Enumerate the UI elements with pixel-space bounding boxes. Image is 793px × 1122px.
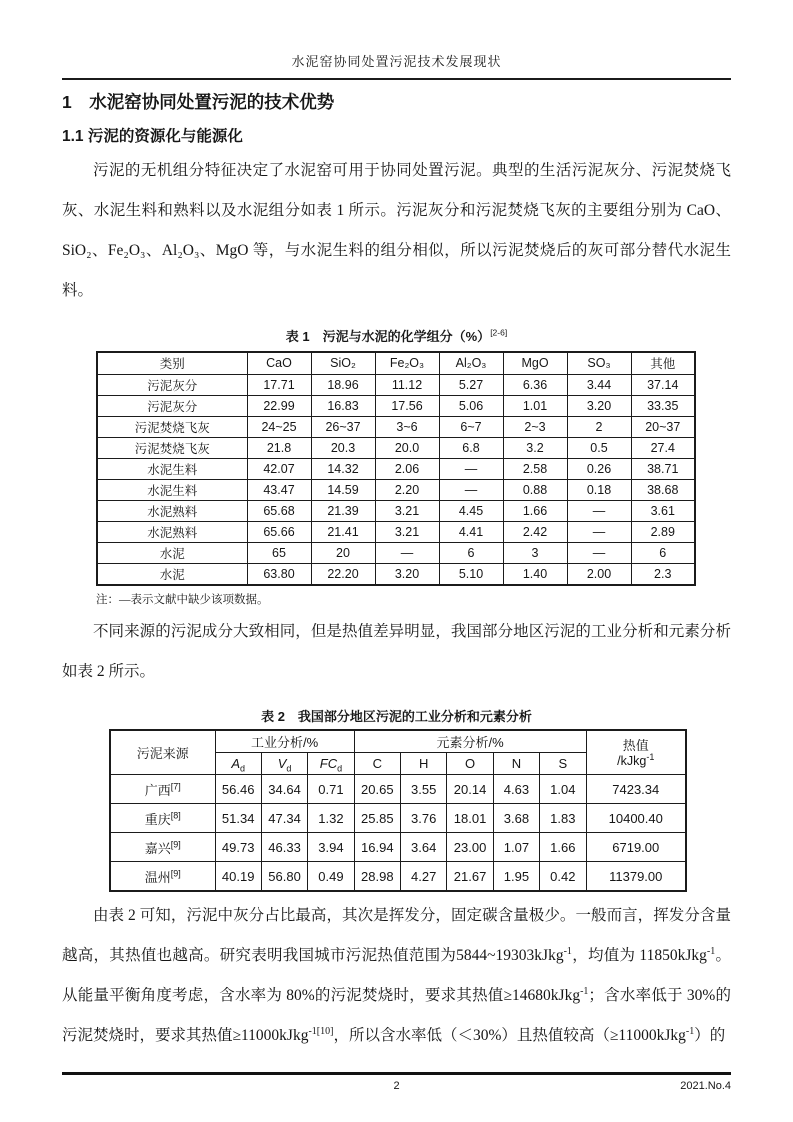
table1-cell: 18.96 [311, 374, 375, 395]
table1-cell: — [439, 479, 503, 500]
table1-cell: — [567, 521, 631, 542]
table2-cell: 0.42 [540, 862, 586, 892]
table1-header-cell: MgO [503, 352, 567, 375]
table1-cell: 11.12 [375, 374, 439, 395]
table2-subheader-vd: $V_d$ [261, 753, 307, 775]
table1-cell: 20~37 [631, 416, 695, 437]
table2-subheader-fcd: $FC_d$ [308, 753, 354, 775]
table1-header-cell: CaO [247, 352, 311, 375]
table1-cell: 2.3 [631, 563, 695, 585]
table2-cell: 1.32 [308, 804, 354, 833]
table1-cell: 37.14 [631, 374, 695, 395]
table2-source-cell: 重庆[8] [110, 804, 215, 833]
table1-cell: 6.36 [503, 374, 567, 395]
table2-sludge-analysis [109, 729, 687, 892]
table1-row [97, 437, 695, 458]
table1-cell: 4.41 [439, 521, 503, 542]
heating-value-label: 热值 [622, 737, 649, 753]
table1-cell: 3.20 [567, 395, 631, 416]
table1-cell: 20.3 [311, 437, 375, 458]
table1-note: 注：—表示文献中缺少该项数据。 [96, 593, 269, 606]
table1-cell: 水泥生料 [97, 458, 247, 479]
table1-cell: 3 [503, 542, 567, 563]
table1-cell: 6.8 [439, 437, 503, 458]
table1-cell: 2~3 [503, 416, 567, 437]
table1-cell: 16.83 [311, 395, 375, 416]
table2-cell: 28.98 [354, 862, 400, 892]
table1-row [97, 500, 695, 521]
page-footer [62, 1080, 731, 1092]
table1-cell: 17.56 [375, 395, 439, 416]
table2-cell: 34.64 [261, 775, 307, 804]
table1-cell: 3.44 [567, 374, 631, 395]
table1-cell: 20.0 [375, 437, 439, 458]
table1-cell: 22.99 [247, 395, 311, 416]
table2-header-proximate: 工业分析/% [215, 730, 354, 753]
table2-cell: 10400.40 [586, 804, 686, 833]
table2-cell: 0.49 [308, 862, 354, 892]
table2-subheader-element: H [401, 753, 447, 775]
table1-cell: 26~37 [311, 416, 375, 437]
table2-cell: 1.66 [540, 833, 586, 862]
table2-header-ultimate: 元素分析/% [354, 730, 586, 753]
table2-header-row-groups [110, 730, 686, 753]
table1-cell: 1.01 [503, 395, 567, 416]
table2-cell: 51.34 [215, 804, 261, 833]
table2-cell: 1.95 [493, 862, 539, 892]
table1-cell: 21.39 [311, 500, 375, 521]
table1-cell: 6~7 [439, 416, 503, 437]
table1-cell: 2.89 [631, 521, 695, 542]
table1-cell: 3.20 [375, 563, 439, 585]
table2-cell: 3.76 [401, 804, 447, 833]
table2-cell: 3.64 [401, 833, 447, 862]
table2-cell: 3.94 [308, 833, 354, 862]
table2-cell: 21.67 [447, 862, 493, 892]
table1-row [97, 374, 695, 395]
table2-source-cell: 温州[9] [110, 862, 215, 892]
table1-cell: 2.06 [375, 458, 439, 479]
table1-cell: 水泥熟料 [97, 500, 247, 521]
table1-header-cell: Al₂O₃ [439, 352, 503, 375]
issue-label: 2021.No.4 [680, 1079, 731, 1092]
table1-chemical-composition [96, 351, 696, 586]
table2-subheader-element: O [447, 753, 493, 775]
table1-cell: 2.58 [503, 458, 567, 479]
table1-cell: 2.20 [375, 479, 439, 500]
table1-header-row [97, 352, 695, 375]
table1-header-cell: 其他 [631, 352, 695, 375]
paragraph-2: 不同来源的污泥成分大致相同，但是热值差异明显，我国部分地区污泥的工业分析和元素分析如表 2 所示。 [62, 622, 731, 680]
paragraph-3: 由表 2 可知，污泥中灰分占比最高，其次是挥发分，固定碳含量极少。一般而言，挥发分含量越高，其热值也越高。研究表明我国城市污泥热值范围为5844~19303kJkg$^{-1}$，均值为 11850kJkg$^{-1}$。从能量平衡角度考虑，含水率为 80%的污泥焚烧时，要求其热值≥14680kJkg$^{-1}$；含水率低于 30%的污泥焚烧时，要求其热值≥11000kJkg$^{-1[10]}$，所以含水率低（＜30%）且热值较高（≥11000kJkg$^{-1}$）的 [62, 907, 731, 1044]
table1-cell: 3.21 [375, 500, 439, 521]
table2-cell: 3.55 [401, 775, 447, 804]
table2-cell: 49.73 [215, 833, 261, 862]
table2-cell: 4.27 [401, 862, 447, 892]
table1-row [97, 395, 695, 416]
table1-cell: 4.45 [439, 500, 503, 521]
table2-cell: 4.63 [493, 775, 539, 804]
table1-cell: 5.10 [439, 563, 503, 585]
table2-source-cell: 广西[7] [110, 775, 215, 804]
table1-cell: 14.59 [311, 479, 375, 500]
table2-row [110, 833, 686, 862]
table1-cell: 21.8 [247, 437, 311, 458]
table2-cell: 7423.34 [586, 775, 686, 804]
table1-cell: 17.71 [247, 374, 311, 395]
table1-cell: 3.2 [503, 437, 567, 458]
table1-cell: 污泥灰分 [97, 395, 247, 416]
table1-cell: 38.68 [631, 479, 695, 500]
section-heading-1-1: 1.1 污泥的资源化与能源化 [62, 128, 243, 145]
table1-header-cell: 类别 [97, 352, 247, 375]
header-rule [62, 78, 731, 80]
table1-cell: 0.18 [567, 479, 631, 500]
table1-cell: — [567, 500, 631, 521]
table1-cell: 0.26 [567, 458, 631, 479]
table2-cell: 1.83 [540, 804, 586, 833]
table1-cell: 20 [311, 542, 375, 563]
table2-row [110, 775, 686, 804]
section-heading-1: 1 水泥窑协同处置污泥的技术优势 [62, 92, 335, 112]
table2-cell: 11379.00 [586, 862, 686, 892]
table1-cell: 水泥 [97, 542, 247, 563]
table2-cell: 18.01 [447, 804, 493, 833]
table2-source-cell: 嘉兴[9] [110, 833, 215, 862]
table2-header-source: 污泥来源 [110, 730, 215, 775]
heating-value-unit: /kJkg$^{-1}$ [617, 751, 655, 768]
table1-cell: 63.80 [247, 563, 311, 585]
table1-cell: 水泥 [97, 563, 247, 585]
table1-header-cell: Fe₂O₃ [375, 352, 439, 375]
table2-subheader-element: N [493, 753, 539, 775]
table1-cell: 3.61 [631, 500, 695, 521]
paragraph-1: 污泥的无机组分特征决定了水泥窑可用于协同处置污泥。典型的生活污泥灰分、污泥焚烧飞灰、水泥生料和熟料以及水泥组分如表 1 所示。污泥灰分和污泥焚烧飞灰的主要组分别为 CaO、SiO₂、Fe₂O₃、Al₂O₃、MgO 等，与水泥生料的组分相似，所以污泥焚烧后的灰可部分替代水泥生料。 [62, 162, 731, 299]
table1-cell: 2.42 [503, 521, 567, 542]
table2-cell: 6719.00 [586, 833, 686, 862]
table2-cell: 47.34 [261, 804, 307, 833]
table1-cell: 5.06 [439, 395, 503, 416]
table2-cell: 1.04 [540, 775, 586, 804]
table1-cell: 2 [567, 416, 631, 437]
table2-cell: 25.85 [354, 804, 400, 833]
table1-cell: 65 [247, 542, 311, 563]
table1-cell: 27.4 [631, 437, 695, 458]
table1-row [97, 542, 695, 563]
table1-cell: 22.20 [311, 563, 375, 585]
running-header: 水泥窑协同处置污泥技术发展现状 [291, 54, 502, 69]
table1-row [97, 458, 695, 479]
table1-cell: 6 [439, 542, 503, 563]
table1-cell: 0.88 [503, 479, 567, 500]
table2-row [110, 862, 686, 892]
table1-cell: — [375, 542, 439, 563]
table1-cell: 5.27 [439, 374, 503, 395]
table2-cell: 56.80 [261, 862, 307, 892]
table1-caption: 表 1 污泥与水泥的化学组分（%）[2-6] [285, 327, 508, 344]
table2-cell: 0.71 [308, 775, 354, 804]
table1-cell: 污泥焚烧飞灰 [97, 437, 247, 458]
table1-cell: 38.71 [631, 458, 695, 479]
table2-cell: 16.94 [354, 833, 400, 862]
table1-cell: 污泥灰分 [97, 374, 247, 395]
table1-cell: — [567, 542, 631, 563]
table2-subheader-element: C [354, 753, 400, 775]
table2-cell: 20.14 [447, 775, 493, 804]
table2-cell: 3.68 [493, 804, 539, 833]
table1-cell: 1.40 [503, 563, 567, 585]
table1-row [97, 479, 695, 500]
table1-cell: 水泥生料 [97, 479, 247, 500]
table2-cell: 56.46 [215, 775, 261, 804]
table2-cell: 23.00 [447, 833, 493, 862]
table1-cell: 33.35 [631, 395, 695, 416]
table1-cell: 42.07 [247, 458, 311, 479]
table1-cell: 43.47 [247, 479, 311, 500]
table1-cell: 0.5 [567, 437, 631, 458]
table1-row [97, 416, 695, 437]
table1-cell: 3~6 [375, 416, 439, 437]
table2-cell: 40.19 [215, 862, 261, 892]
table1-cell: 24~25 [247, 416, 311, 437]
table2-cell: 46.33 [261, 833, 307, 862]
table2-row [110, 804, 686, 833]
table1-header-cell: SO₃ [567, 352, 631, 375]
table1-cell: 污泥焚烧飞灰 [97, 416, 247, 437]
table1-cell: 3.21 [375, 521, 439, 542]
table2-cell: 20.65 [354, 775, 400, 804]
table2-caption: 表 2 我国部分地区污泥的工业分析和元素分析 [261, 709, 532, 724]
table1-cell: 1.66 [503, 500, 567, 521]
table1-cell: 水泥熟料 [97, 521, 247, 542]
table2-cell: 1.07 [493, 833, 539, 862]
table1-cell: 2.00 [567, 563, 631, 585]
table2-subheader-ad: $A_d$ [215, 753, 261, 775]
footer-rule [62, 1072, 731, 1075]
table1-row [97, 521, 695, 542]
table1-cell: 6 [631, 542, 695, 563]
page-number: 2 [393, 1079, 400, 1092]
table1-row [97, 563, 695, 585]
table1-cell: — [439, 458, 503, 479]
table1-cell: 21.41 [311, 521, 375, 542]
table2-header-heating-value [586, 730, 686, 775]
table1-cell: 65.68 [247, 500, 311, 521]
table2-subheader-element: S [540, 753, 586, 775]
table1-header-cell: SiO₂ [311, 352, 375, 375]
table1-cell: 65.66 [247, 521, 311, 542]
table1-cell: 14.32 [311, 458, 375, 479]
